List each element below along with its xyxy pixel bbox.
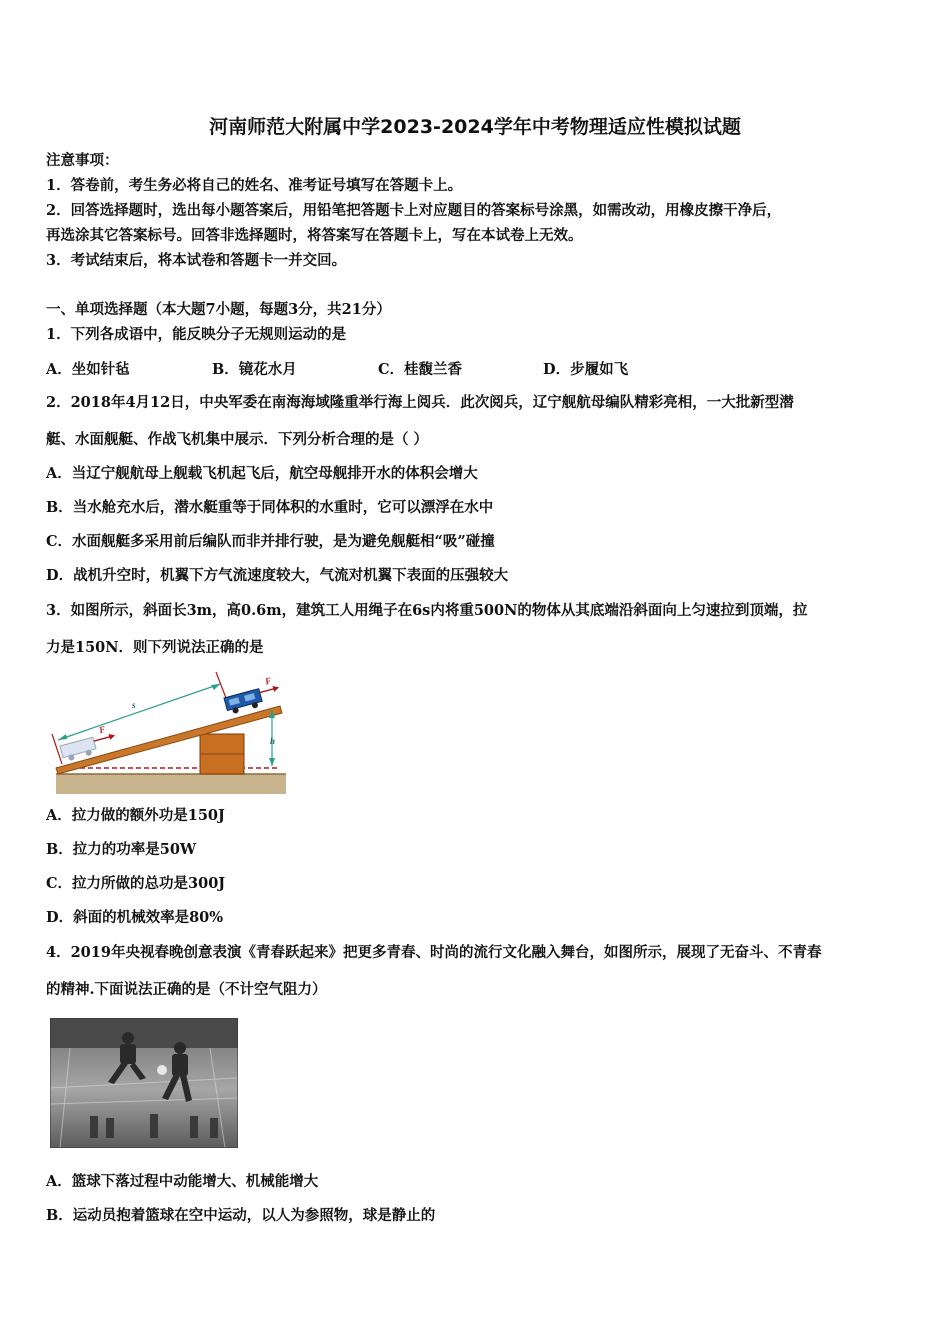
stage-performance-photo bbox=[50, 1018, 238, 1148]
q2-option-b: B．当水舱充水后，潜水艇重等于同体积的水重时，它可以漂浮在水中 bbox=[46, 499, 494, 516]
section-heading: 一、单项选择题（本大题7小题，每题3分，共21分） bbox=[46, 301, 391, 318]
q4-option-a: A．篮球下落过程中动能增大、机械能增大 bbox=[46, 1173, 319, 1190]
q2-stem-line1: 2．2018年4月12日，中央军委在南海海域隆重举行海上阅兵．此次阅兵，辽宁舰航母编队精彩亮相，一大批新型潜 bbox=[46, 394, 794, 411]
q3-stem-line2: 力是150N．则下列说法正确的是 bbox=[46, 639, 264, 656]
q2-stem-line2: 艇、水面舰艇、作战飞机集中展示．下列分析合理的是（ ） bbox=[46, 431, 429, 448]
page-title: 河南师范大附属中学2023-2024学年中考物理适应性模拟试题 bbox=[209, 116, 741, 138]
q3-stem-line1: 3．如图所示，斜面长3m，高0.6m，建筑工人用绳子在6s内将重500N的物体从其底端沿斜面向上匀速拉到顶端，拉 bbox=[46, 602, 808, 619]
height-label: h bbox=[270, 736, 276, 746]
q2-option-c: C．水面舰艇多采用前后编队而非并排行驶，是为避免舰艇相“吸”碰撞 bbox=[46, 533, 495, 550]
q1-option-b: B．镜花水月 bbox=[212, 361, 297, 378]
q1-stem: 1．下列各成语中，能反映分子无规则运动的是 bbox=[46, 326, 347, 343]
q3-option-c: C．拉力所做的总功是300J bbox=[46, 875, 226, 892]
notice-item-2-cont: 再选涂其它答案标号。回答非选择题时，将答案写在答题卡上，写在本试卷上无效。 bbox=[46, 227, 583, 244]
q1-option-d: D．步履如飞 bbox=[543, 361, 629, 378]
q3-option-a: A．拉力做的额外功是150J bbox=[46, 807, 225, 824]
q3-option-d: D．斜面的机械效率是80% bbox=[46, 909, 224, 926]
incline-figure bbox=[44, 668, 290, 796]
notice-heading: 注意事项： bbox=[46, 152, 119, 169]
force-arrow-bottom bbox=[94, 736, 111, 741]
q4-stem-line2: 的精神.下面说法正确的是（不计空气阻力） bbox=[46, 981, 327, 998]
length-label: s bbox=[132, 700, 136, 710]
notice-item-2: 2．回答选择题时，选出每小题答案后，用铅笔把答题卡上对应题目的答案标号涂黑，如需改动，用橡皮擦干净后， bbox=[46, 202, 782, 219]
q2-option-d: D．战机升空时，机翼下方气流速度较大，气流对机翼下表面的压强较大 bbox=[46, 567, 509, 584]
notice-item-3: 3．考试结束后，将本试卷和答题卡一并交回。 bbox=[46, 252, 347, 269]
force-arrow-top bbox=[260, 688, 275, 692]
basketball-icon bbox=[157, 1065, 167, 1075]
q1-option-a: A．坐如针毡 bbox=[46, 361, 130, 378]
force-label-top: F bbox=[263, 675, 273, 687]
q3-option-b: B．拉力的功率是50W bbox=[46, 841, 197, 858]
q1-option-c: C．桂馥兰香 bbox=[378, 361, 463, 378]
q4-stem-line1: 4．2019年央视春晚创意表演《青春跃起来》把更多青春、时尚的流行文化融入舞台，如图所示，展现了无奋斗、不青春 bbox=[46, 944, 822, 961]
force-label-bottom: F bbox=[97, 723, 107, 736]
q4-option-b: B．运动员抱着篮球在空中运动，以人为参照物，球是静止的 bbox=[46, 1207, 436, 1224]
ground bbox=[56, 774, 286, 794]
q2-option-a: A．当辽宁舰航母上舰载飞机起飞后，航空母舰排开水的体积会增大 bbox=[46, 465, 478, 482]
notice-item-1: 1．答卷前，考生务必将自己的姓名、准考证号填写在答题卡上。 bbox=[46, 177, 463, 194]
